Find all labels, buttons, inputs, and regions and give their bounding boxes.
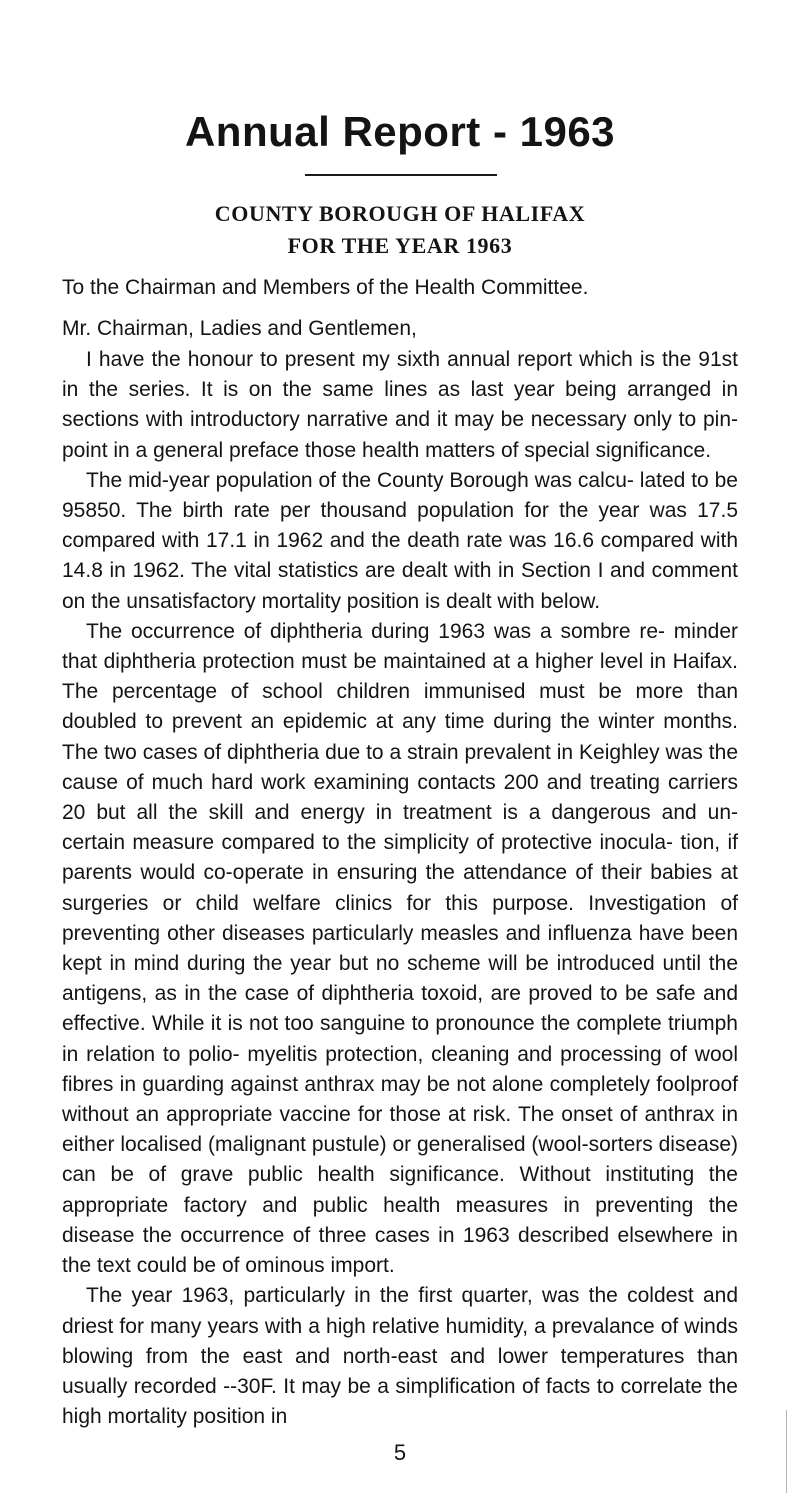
scan-edge-mark: [786, 1410, 787, 1493]
paragraph-introduction: I have the honour to present my sixth annual report which is the 91st in the series. It is on the same lines as last year being arranged in sections with introductory narrative and it may be necessary only to pin-point in a general preface those health matters of special significance.: [62, 348, 738, 462]
paragraph-weather: The year 1963, particularly in the first quarter, was the coldest and driest for many years with a high relative humidity, a prevalance of winds blowing from the east and north-east and lower temperatures than usually recorded --30F. It may be a simplification of facts to correlate the high mortality position in: [62, 1284, 738, 1429]
borough-heading: COUNTY BOROUGH OF HALIFAX: [214, 201, 586, 226]
page-number: 5: [393, 1440, 407, 1465]
paragraph-vital-statistics: The mid-year population of the County Borough was calcu- lated to be 95850. The birth rate per thousand population for the year was 17.5 compared with 17.1 in 1962 and the death rate was 16.6 compared with 14.8 in 1962. The vital statistics are dealt with in Section I and comment on the unsatisfactory mortality position is dealt with below.: [62, 468, 738, 613]
title-underline-rule: [305, 174, 497, 176]
addressee-line: To the Chairman and Members of the Health Committee.: [62, 276, 589, 299]
year-heading: FOR THE YEAR 1963: [287, 233, 513, 258]
report-body: [62, 345, 738, 1432]
paragraph-diphtheria: The occurrence of diphtheria during 1963 was a sombre re- minder that diphtheria protection must be maintained at a higher level in Haifax. The percentage of school children immunised must be more than doubled to prevent an epidemic at any time during the winter months. The two cases of diphtheria due to a strain prevalent in Keighley was the cause of much hard work examining contacts 200 and treating carriers 20 but all the skill and energy in treatment is a dangerous and un- certain measure compared to the simplicity of protective inocula- tion, if parents would co-operate in ensuring the attendance of their babies at surgeries or child welfare clinics for this purpose. Investigation of preventing other diseases particularly measles and influenza have been kept in mind during the year but no scheme will be introduced until the antigens, as in the case of diphtheria toxoid, are proved to be safe and effective. While it is not too sanguine to pronounce the complete triumph in relation to polio- myelitis protection, cleaning and processing of wool fibres in guarding against anthrax may be not alone completely foolproof without an appropriate vaccine for those at risk. The onset of anthrax in either localised (malignant pustule) or generalised (wool-sorters disease) can be of grave public health significance. Without instituting the appropriate factory and public health measures in preventing the disease the occurrence of three cases in 1963 described elsewhere in the text could be of ominous import.: [62, 619, 738, 1278]
salutation-line: Mr. Chairman, Ladies and Gentlemen,: [62, 317, 417, 340]
report-title: Annual Report - 1963: [184, 108, 616, 155]
